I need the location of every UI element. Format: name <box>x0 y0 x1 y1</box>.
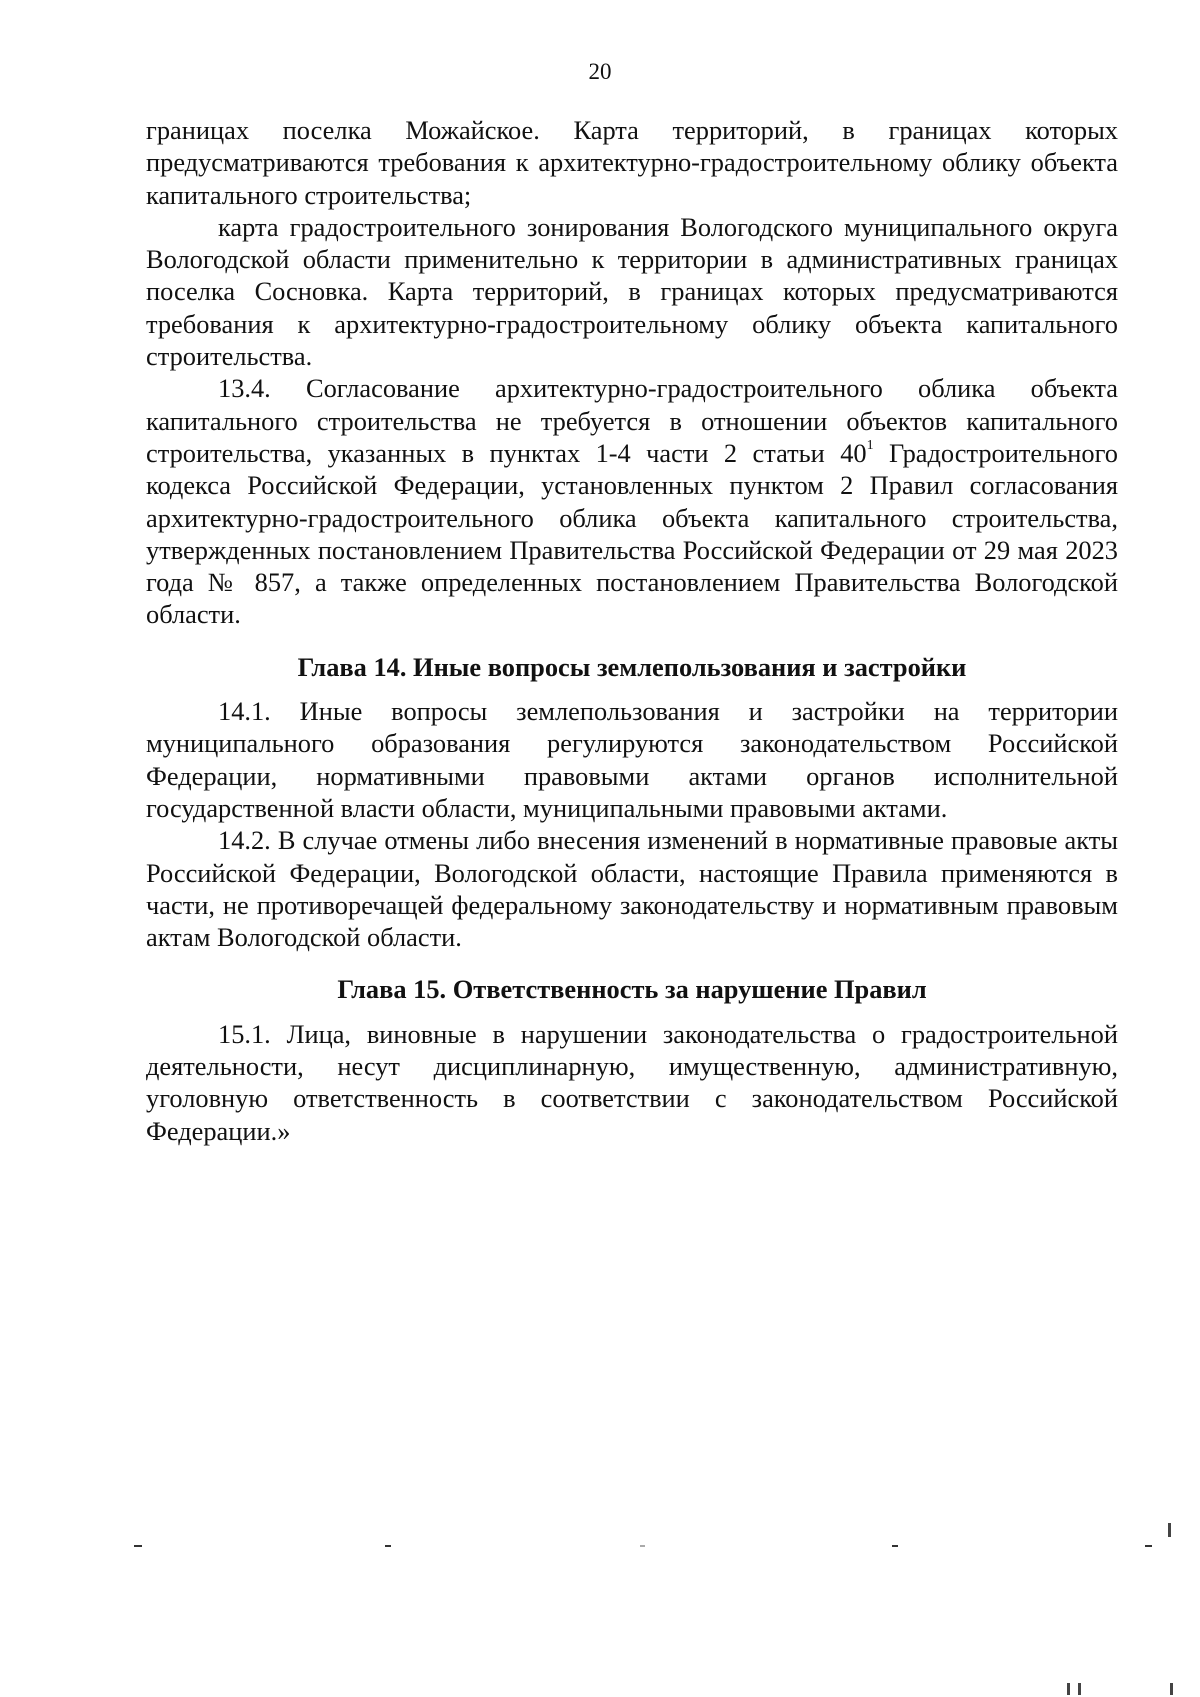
paragraph-mozhayskoe: границах поселка Можайское. Карта территорий, в границах которых предусматриваются требования к архитектурно-градостроительному облику объекта капитального строительства; <box>146 115 1118 210</box>
paragraph-15-1: 15.1. Лица, виновные в нарушении законодательства о градостроительной деятельности, несут дисциплинарную, имущественную, административную, уголовную ответственность в соответствии с законодательством Российской Федерации.» <box>146 1018 1118 1146</box>
paragraph-13-4 <box>146 372 1118 630</box>
superscript-footnote: 1 <box>866 438 874 454</box>
page-number: 20 <box>588 59 612 84</box>
scan-mark <box>892 1545 898 1547</box>
scan-mark <box>134 1545 142 1547</box>
scan-mark <box>1145 1545 1152 1547</box>
paragraph-13-4-text-b: Градостроительного кодекса Российской Федерации, установленных пунктом 2 Правил согласования архитектурно-градостроительного облика объекта капитального строительства, утвержденных постановлением Правительства Российской Федерации от 29 мая 2023 года № 857, а также определенных постановлением Правительства Вологодской области. <box>146 437 1118 630</box>
scan-mark <box>1067 1683 1070 1695</box>
scan-mark <box>1168 1523 1171 1537</box>
scan-mark <box>385 1545 391 1547</box>
document-body <box>146 114 1118 1147</box>
chapter-14-heading: Глава 14. Иные вопросы землепользования и застройки <box>297 651 967 682</box>
paragraph-zoning-map-sosnovka: карта градостроительного зонирования Вологодского муниципального округа Вологодской области применительно к территории в административных границах поселка Сосновка. Карта территорий, в границах которых предусматриваются требования к архитектурно-градостроительному облику объекта капитального строительства. <box>146 211 1118 372</box>
scan-mark <box>1170 1683 1173 1695</box>
paragraph-14-1: 14.1. Иные вопросы землепользования и застройки на территории муниципального образования регулируются законодательством Российской Федерации, нормативными правовыми актами органов исполнительной государственной власти области, муниципальными правовыми актами. <box>146 696 1118 823</box>
scan-mark <box>1078 1683 1081 1695</box>
paragraph-13-4-text-a: 13.4. Согласование архитектурно-градостроительного облика объекта капитального строительства не требуется в отношении объектов капитального строительства, указанных в пунктах 1-4 части 2 статьи 40 <box>146 373 1118 468</box>
scan-mark <box>640 1545 645 1547</box>
paragraph-14-2: 14.2. В случае отмены либо внесения изменений в нормативные правовые акты Российской Федерации, Вологодской области, настоящие Правила применяются в части, не противоречащей федеральному законодательству и нормативным правовым актам Вологодской области. <box>146 825 1118 953</box>
chapter-15-heading: Глава 15. Ответственность за нарушение Правил <box>337 974 927 1005</box>
